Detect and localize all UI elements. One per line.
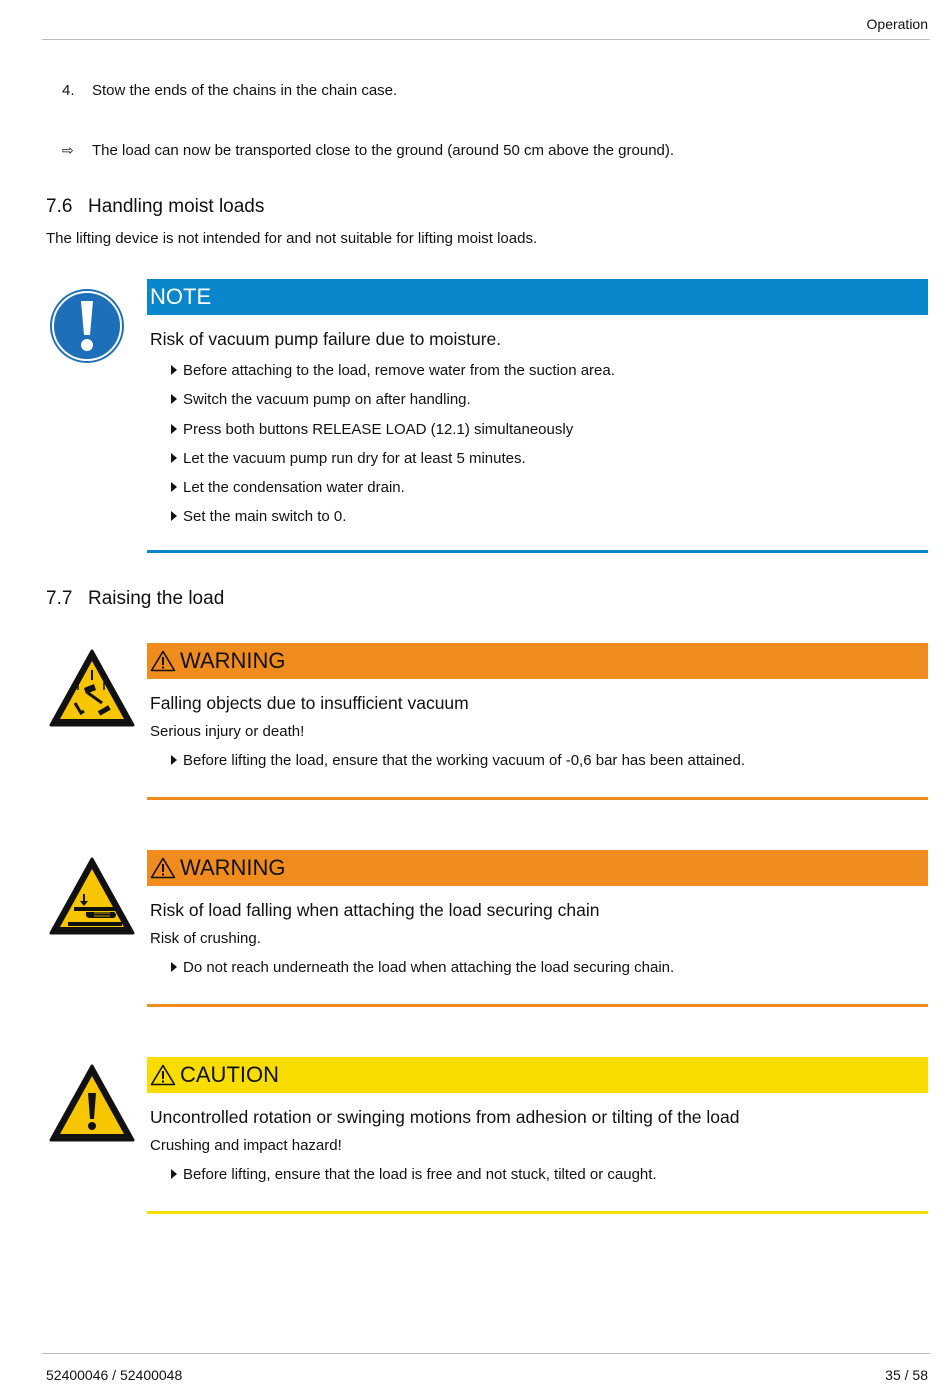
general-danger-caution-icon bbox=[48, 1063, 136, 1143]
falling-objects-warning-icon bbox=[48, 648, 136, 728]
section-title: Raising the load bbox=[88, 588, 225, 609]
list-item: Switch the vacuum pump on after handling. bbox=[170, 385, 928, 414]
list-item: Do not reach underneath the load when attaching the load securing chain. bbox=[170, 953, 928, 982]
warning-instruction-list bbox=[147, 746, 928, 775]
list-item: Before lifting, ensure that the load is free and not stuck, tilted or caught. bbox=[170, 1160, 928, 1189]
note-instruction-list bbox=[147, 356, 928, 532]
result-item bbox=[62, 142, 674, 159]
warning-header-bar bbox=[147, 643, 928, 679]
header-divider bbox=[42, 39, 930, 40]
warning-triangle-icon bbox=[150, 857, 176, 879]
crushing-hand-warning-icon bbox=[48, 856, 136, 936]
note-bottom-rule bbox=[147, 550, 928, 553]
list-item: Press both buttons RELEASE LOAD (12.1) simultaneously bbox=[170, 415, 928, 444]
footer-divider bbox=[42, 1353, 930, 1354]
caution-title: Uncontrolled rotation or swinging motions from adhesion or tilting of the load bbox=[150, 1107, 740, 1127]
result-text: The load can now be transported close to the ground (around 50 cm above the ground). bbox=[92, 142, 675, 159]
warning-triangle-icon bbox=[150, 650, 176, 672]
section-number: 7.7 bbox=[46, 588, 73, 609]
warning-label: WARNING bbox=[180, 855, 286, 880]
warning-instruction-list bbox=[147, 953, 928, 982]
section-number: 7.6 bbox=[46, 196, 73, 217]
section-heading-7-7 bbox=[46, 588, 224, 610]
list-item: Before attaching to the load, remove water from the suction area. bbox=[170, 356, 928, 385]
document-number: 52400046 / 52400048 bbox=[46, 1367, 183, 1383]
page-number: 35 / 58 bbox=[885, 1367, 928, 1383]
section-paragraph: The lifting device is not intended for and not suitable for lifting moist loads. bbox=[46, 230, 538, 247]
list-item: Let the condensation water drain. bbox=[170, 473, 928, 502]
warning-subtitle: Serious injury or death! bbox=[150, 723, 305, 740]
note-label: NOTE bbox=[150, 284, 212, 309]
warning-title: Risk of load falling when attaching the load securing chain bbox=[150, 900, 600, 920]
warning-bottom-rule bbox=[147, 797, 928, 800]
section-heading-7-6 bbox=[46, 196, 264, 218]
note-title: Risk of vacuum pump failure due to moisture. bbox=[150, 329, 502, 349]
warning-label: WARNING bbox=[180, 648, 286, 673]
warning-triangle-icon bbox=[150, 1064, 176, 1086]
caution-notice bbox=[147, 1057, 928, 1217]
running-header: Operation bbox=[866, 16, 928, 32]
warning-notice-crushing bbox=[147, 850, 928, 1010]
warning-header-bar bbox=[147, 850, 928, 886]
warning-notice-falling-objects bbox=[147, 643, 928, 803]
result-arrow-icon: ⇨ bbox=[62, 142, 74, 158]
caution-header-bar bbox=[147, 1057, 928, 1093]
caution-label: CAUTION bbox=[180, 1062, 279, 1087]
warning-bottom-rule bbox=[147, 1004, 928, 1007]
note-notice bbox=[147, 279, 928, 554]
step-number: 4. bbox=[62, 82, 75, 99]
step-item bbox=[62, 82, 397, 99]
caution-subtitle: Crushing and impact hazard! bbox=[150, 1137, 342, 1154]
list-item: Before lifting the load, ensure that the working vacuum of -0,6 bar has been attained. bbox=[170, 746, 928, 775]
warning-title: Falling objects due to insufficient vacuum bbox=[150, 693, 469, 713]
caution-instruction-list bbox=[147, 1160, 928, 1189]
note-header-bar bbox=[147, 279, 928, 315]
mandatory-info-icon bbox=[48, 287, 126, 365]
caution-bottom-rule bbox=[147, 1211, 928, 1214]
list-item: Let the vacuum pump run dry for at least 5 minutes. bbox=[170, 444, 928, 473]
section-title: Handling moist loads bbox=[88, 196, 265, 217]
list-item: Set the main switch to 0. bbox=[170, 502, 928, 531]
warning-subtitle: Risk of crushing. bbox=[150, 930, 261, 947]
step-text: Stow the ends of the chains in the chain case. bbox=[92, 82, 398, 99]
